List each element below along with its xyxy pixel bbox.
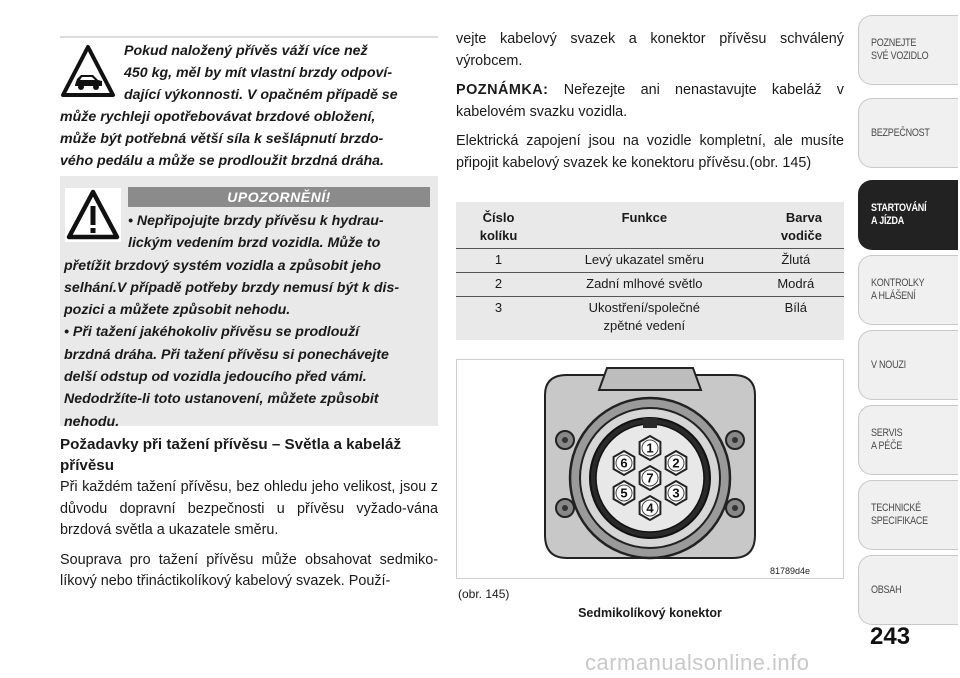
warning-line: pozici a můžete způsobit nehodu.: [64, 302, 291, 319]
pin-label: 1: [646, 440, 654, 456]
table-row: [456, 297, 844, 339]
warning-line: • Při tažení jakéhokoliv přívěsu se prodlouží: [64, 324, 360, 341]
pin-table: [456, 208, 844, 338]
right-body-text: [456, 29, 844, 174]
table-row: [456, 273, 844, 297]
wire-color: Žlutá: [781, 252, 811, 267]
wire-color: Bílá: [784, 300, 807, 315]
screw-icon: [556, 431, 574, 449]
chapter-tab[interactable]: [858, 180, 958, 250]
chapter-tab-label: TECHNICKÉ SPECIFIKACE: [871, 502, 928, 527]
pin-label: 2: [672, 455, 680, 471]
pin-label: 3: [672, 485, 680, 501]
note-line: dající výkonnosti. V opačném případě se: [124, 87, 398, 103]
pin-number: 3: [494, 300, 503, 315]
note-line: 450 kg, měl by mít vlastní brzdy odpoví-: [124, 65, 393, 81]
warning-line: brzdná dráha. Při tažení přívěsu si ponechávejte: [64, 346, 389, 363]
screw-icon: [726, 499, 744, 517]
body-paragraph: Souprava pro tažení přívěsu může obsahovat sedmiko-líkový nebo třináctikolíkový kabelový svazek. Použí-: [60, 551, 438, 589]
connector-pin: [666, 481, 687, 505]
figure-reference: (obr. 145): [458, 587, 510, 601]
pin-function: Ukostření/společné zpětné vedení: [588, 300, 700, 333]
pin-function: Zadní mlhové světlo: [586, 276, 703, 291]
table-header-color: Barva vodiče: [780, 210, 822, 243]
table-header-row: [456, 208, 844, 249]
connector-pin: [640, 496, 661, 520]
body-paragraph: Při každém tažení přívěsu, bez ohledu jeho velikost, jsou z důvodu dopravní bezpečnosti u přívěsu vyžado-vána brzdová světla a ukazatele směru.: [60, 479, 438, 538]
connector-pin: [666, 451, 687, 475]
note-body: Neřezejte ani nenastavujte kabeláž v kabelovém svazku vozidla.: [456, 82, 844, 120]
connector-pin: [640, 466, 661, 490]
chapter-tab[interactable]: [858, 15, 958, 85]
figure-caption: Sedmikolíkový konektor: [578, 606, 722, 620]
pin-label: 6: [620, 455, 628, 471]
watermark: carmanualsonline.info: [585, 650, 810, 675]
chapter-tab[interactable]: [858, 405, 958, 475]
table-row: [456, 249, 844, 273]
chapter-tab[interactable]: [858, 98, 958, 168]
note-line: Pokud naložený přívěs váží více než: [124, 43, 368, 59]
chapter-tab-label: BEZPEČNOST: [871, 126, 930, 139]
chapter-tab[interactable]: [858, 255, 958, 325]
seven-pin-connector-illustration: [457, 360, 843, 578]
chapter-tab-label: SERVIS A PÉČE: [871, 427, 903, 452]
pin-label: 4: [646, 500, 654, 516]
warning-line: lickým vedením brzd vozidla. Může to: [128, 235, 381, 252]
pin-number: 1: [494, 252, 503, 267]
note-paragraph: [456, 80, 844, 123]
note-text: [60, 40, 438, 172]
chapter-tab-label: POZNEJTE SVÉ VOZIDLO: [871, 37, 929, 62]
connector-figure: [456, 359, 844, 579]
pin-function: Levý ukazatel směru: [584, 252, 704, 267]
wire-color: Modrá: [777, 276, 815, 291]
screw-icon: [556, 499, 574, 517]
body-paragraph: vejte kabelový svazek a konektor přívěsu schválený výrobcem.: [456, 31, 844, 69]
pin-number: 2: [494, 276, 503, 291]
connector-pin: [640, 436, 661, 460]
chapter-tab-label: KONTROLKY A HLÁŠENÍ: [871, 277, 925, 302]
table-header-pin: Číslo kolíku: [479, 210, 518, 243]
warning-line: selhání.V případě potřeby brzdy nemusí být k dis-: [64, 279, 400, 296]
section-title: Požadavky při tažení přívěsu – Světla a kabeláž přívěsu: [60, 436, 402, 474]
note-line: může rychleji opotřebovávat brzdové obložení,: [60, 109, 376, 125]
chapter-tab[interactable]: [858, 555, 958, 625]
left-body-text: [60, 477, 438, 593]
page-number: 243: [870, 623, 911, 650]
warning-line: přetížit brzdový systém vozidla a způsobit jeho: [64, 257, 381, 274]
note-label: POZNÁMKA:: [456, 82, 549, 98]
warning-line: Nedodržíte-li toto ustanovení, můžete způsobit: [64, 391, 379, 408]
note-top-rule: [60, 36, 438, 38]
note-line: může být potřebná větší síla k sešlápnutí brzdo-: [60, 131, 384, 147]
chapter-tab-label: STARTOVÁNÍ A JÍZDA: [871, 202, 927, 227]
body-paragraph: Elektrická zapojení jsou na vozidle kompletní, ale musíte připojit kabelový svazek ke konektoru přívěsu.(obr. 145): [456, 133, 844, 171]
warning-line: delší odstup od vozidla jedoucího před vámi.: [64, 369, 367, 386]
connector-pin: [614, 451, 635, 475]
chapter-tab-label: OBSAH: [871, 583, 902, 596]
connector-pin: [614, 481, 635, 505]
pin-label: 5: [620, 485, 628, 501]
chapter-tab-label: V NOUZI: [871, 358, 906, 371]
chapter-tab[interactable]: [858, 330, 958, 400]
note-line: vého pedálu a může se prodloužit brzdná dráha.: [60, 153, 384, 169]
chapter-tab[interactable]: [858, 480, 958, 550]
warning-line: • Nepřipojujte brzdy přívěsu k hydrau-: [128, 213, 384, 229]
warning-line: nehodu.: [64, 413, 120, 430]
figure-code: 81789d4e: [770, 566, 811, 576]
warning-header: UPOZORNĚNÍ!: [128, 187, 430, 207]
warning-text: [64, 210, 434, 433]
screw-icon: [726, 431, 744, 449]
pin-label: 7: [646, 470, 654, 486]
table-header-function: Funkce: [621, 210, 668, 225]
